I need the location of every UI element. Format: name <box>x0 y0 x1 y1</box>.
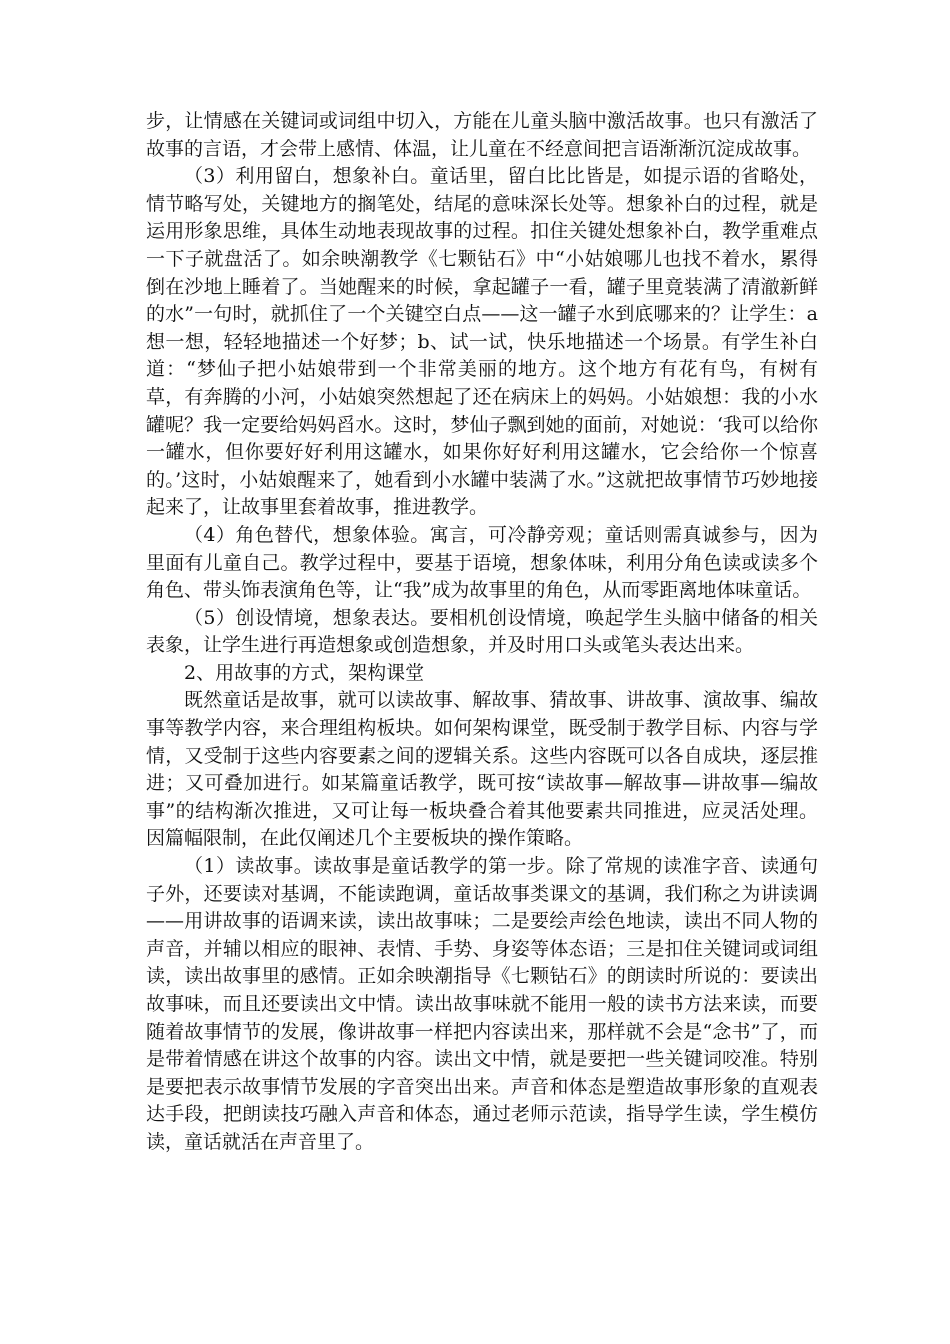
paragraph-create-situation: （5）创设情境，想象表达。要相机创设情境，唤起学生头脑中储备的相关表象，让学生进行再造想象或创造想象，并及时用口头或笔头表达出来。 <box>146 606 818 657</box>
paragraph-read-story: （1）读故事。读故事是童话教学的第一步。除了常规的读准字音、读通句子外，还要读对基调，不能读跑调，童话故事类课文的基调，我们称之为讲读调——用讲故事的语调来读，读出故事味；二是要绘声绘色地读，读出不同人物的声音，并辅以相应的眼神、表情、手势、身姿等体态语；三是扣住关键词或词组读，读出故事里的感情。正如余映潮指导《七颗钻石》的朗读时所说的：要读出故事味，而且还要读出文中情。读出故事味就不能用一般的读书方法来读，而要随着故事情节的发展，像讲故事一样把内容读出来，那样就不会是“念书”了，而是带着情感在讲这个故事的内容。读出文中情，就是要把一些关键词咬准。特别是要把表示故事情节发展的字音突出出来。声音和体态是塑造故事形象的直观表达手段，把朗读技巧融入声音和体态，通过老师示范读，指导学生读，学生模仿读，童话就活在声音里了。 <box>146 855 818 1153</box>
paragraph-continuation: 步，让情感在关键词或词组中切入，方能在儿童头脑中激活故事。也只有激活了故事的言语，才会带上感情、体温，让儿童在不经意间把言语渐渐沉淀成故事。 <box>146 110 818 160</box>
paragraph-blank-filling: （3）利用留白，想象补白。童话里，留白比比皆是，如提示语的省略处，情节略写处，关键地方的搁笔处，结尾的意味深长处等。想象补白的过程，就是运用形象思维，具体生动地表现故事的过程。扣住关键处想象补白，教学重难点一下子就盘活了。如余映潮教学《七颗钻石》中“小姑娘哪儿也找不着水，累得倒在沙地上睡着了。当她醒来的时候，拿起罐子一看，罐子里竟装满了清澈新鲜的水”一句时，就抓住了一个关键空白点——这一罐子水到底哪来的？让学生：a想一想，轻轻地描述一个好梦；b、试一试，快乐地描述一个场景。有学生补白道：“梦仙子把小姑娘带到一个非常美丽的地方。这个地方有花有鸟，有树有草，有奔腾的小河，小姑娘突然想起了还在病床上的妈妈。小姑娘想：我的小水罐呢？我一定要给妈妈舀水。这时，梦仙子飘到她的面前，对她说：‘我可以给你一罐水，但你要好好利用这罐水，如果你好好利用这罐水，它会给你一个惊喜的。’这时，小姑娘醒来了，她看到小水罐中装满了水。”这就把故事情节巧妙地接起来了，让故事里套着故事，推进教学。 <box>146 165 818 519</box>
document-body <box>146 108 818 1157</box>
paragraph-classroom-structure: 既然童话是故事，就可以读故事、解故事、猜故事、讲故事、演故事、编故事等教学内容，来合理组构板块。如何架构课堂，既受制于教学目标、内容与学情，又受制于这些内容要素之间的逻辑关系。这些内容既可以各自成块，逐层推进；又可叠加进行。如某篇童话教学，既可按“读故事—解故事—讲故事—编故事”的结构渐次推进，又可让每一板块叠合着其他要素共同推进，应灵活处理。因篇幅限制，在此仅阐述几个主要板块的操作策略。 <box>146 689 818 850</box>
section-heading: 2、用故事的方式，架构课堂 <box>184 661 425 684</box>
paragraph-role-substitution: （4）角色替代，想象体验。寓言，可冷静旁观；童话则需真诚参与，因为里面有儿童自己。教学过程中，要基于语境，想象体味，利用分角色读或读多个角色、带头饰表演角色等，让“我”成为故事里的角色，从而零距离地体味童话。 <box>146 523 818 602</box>
